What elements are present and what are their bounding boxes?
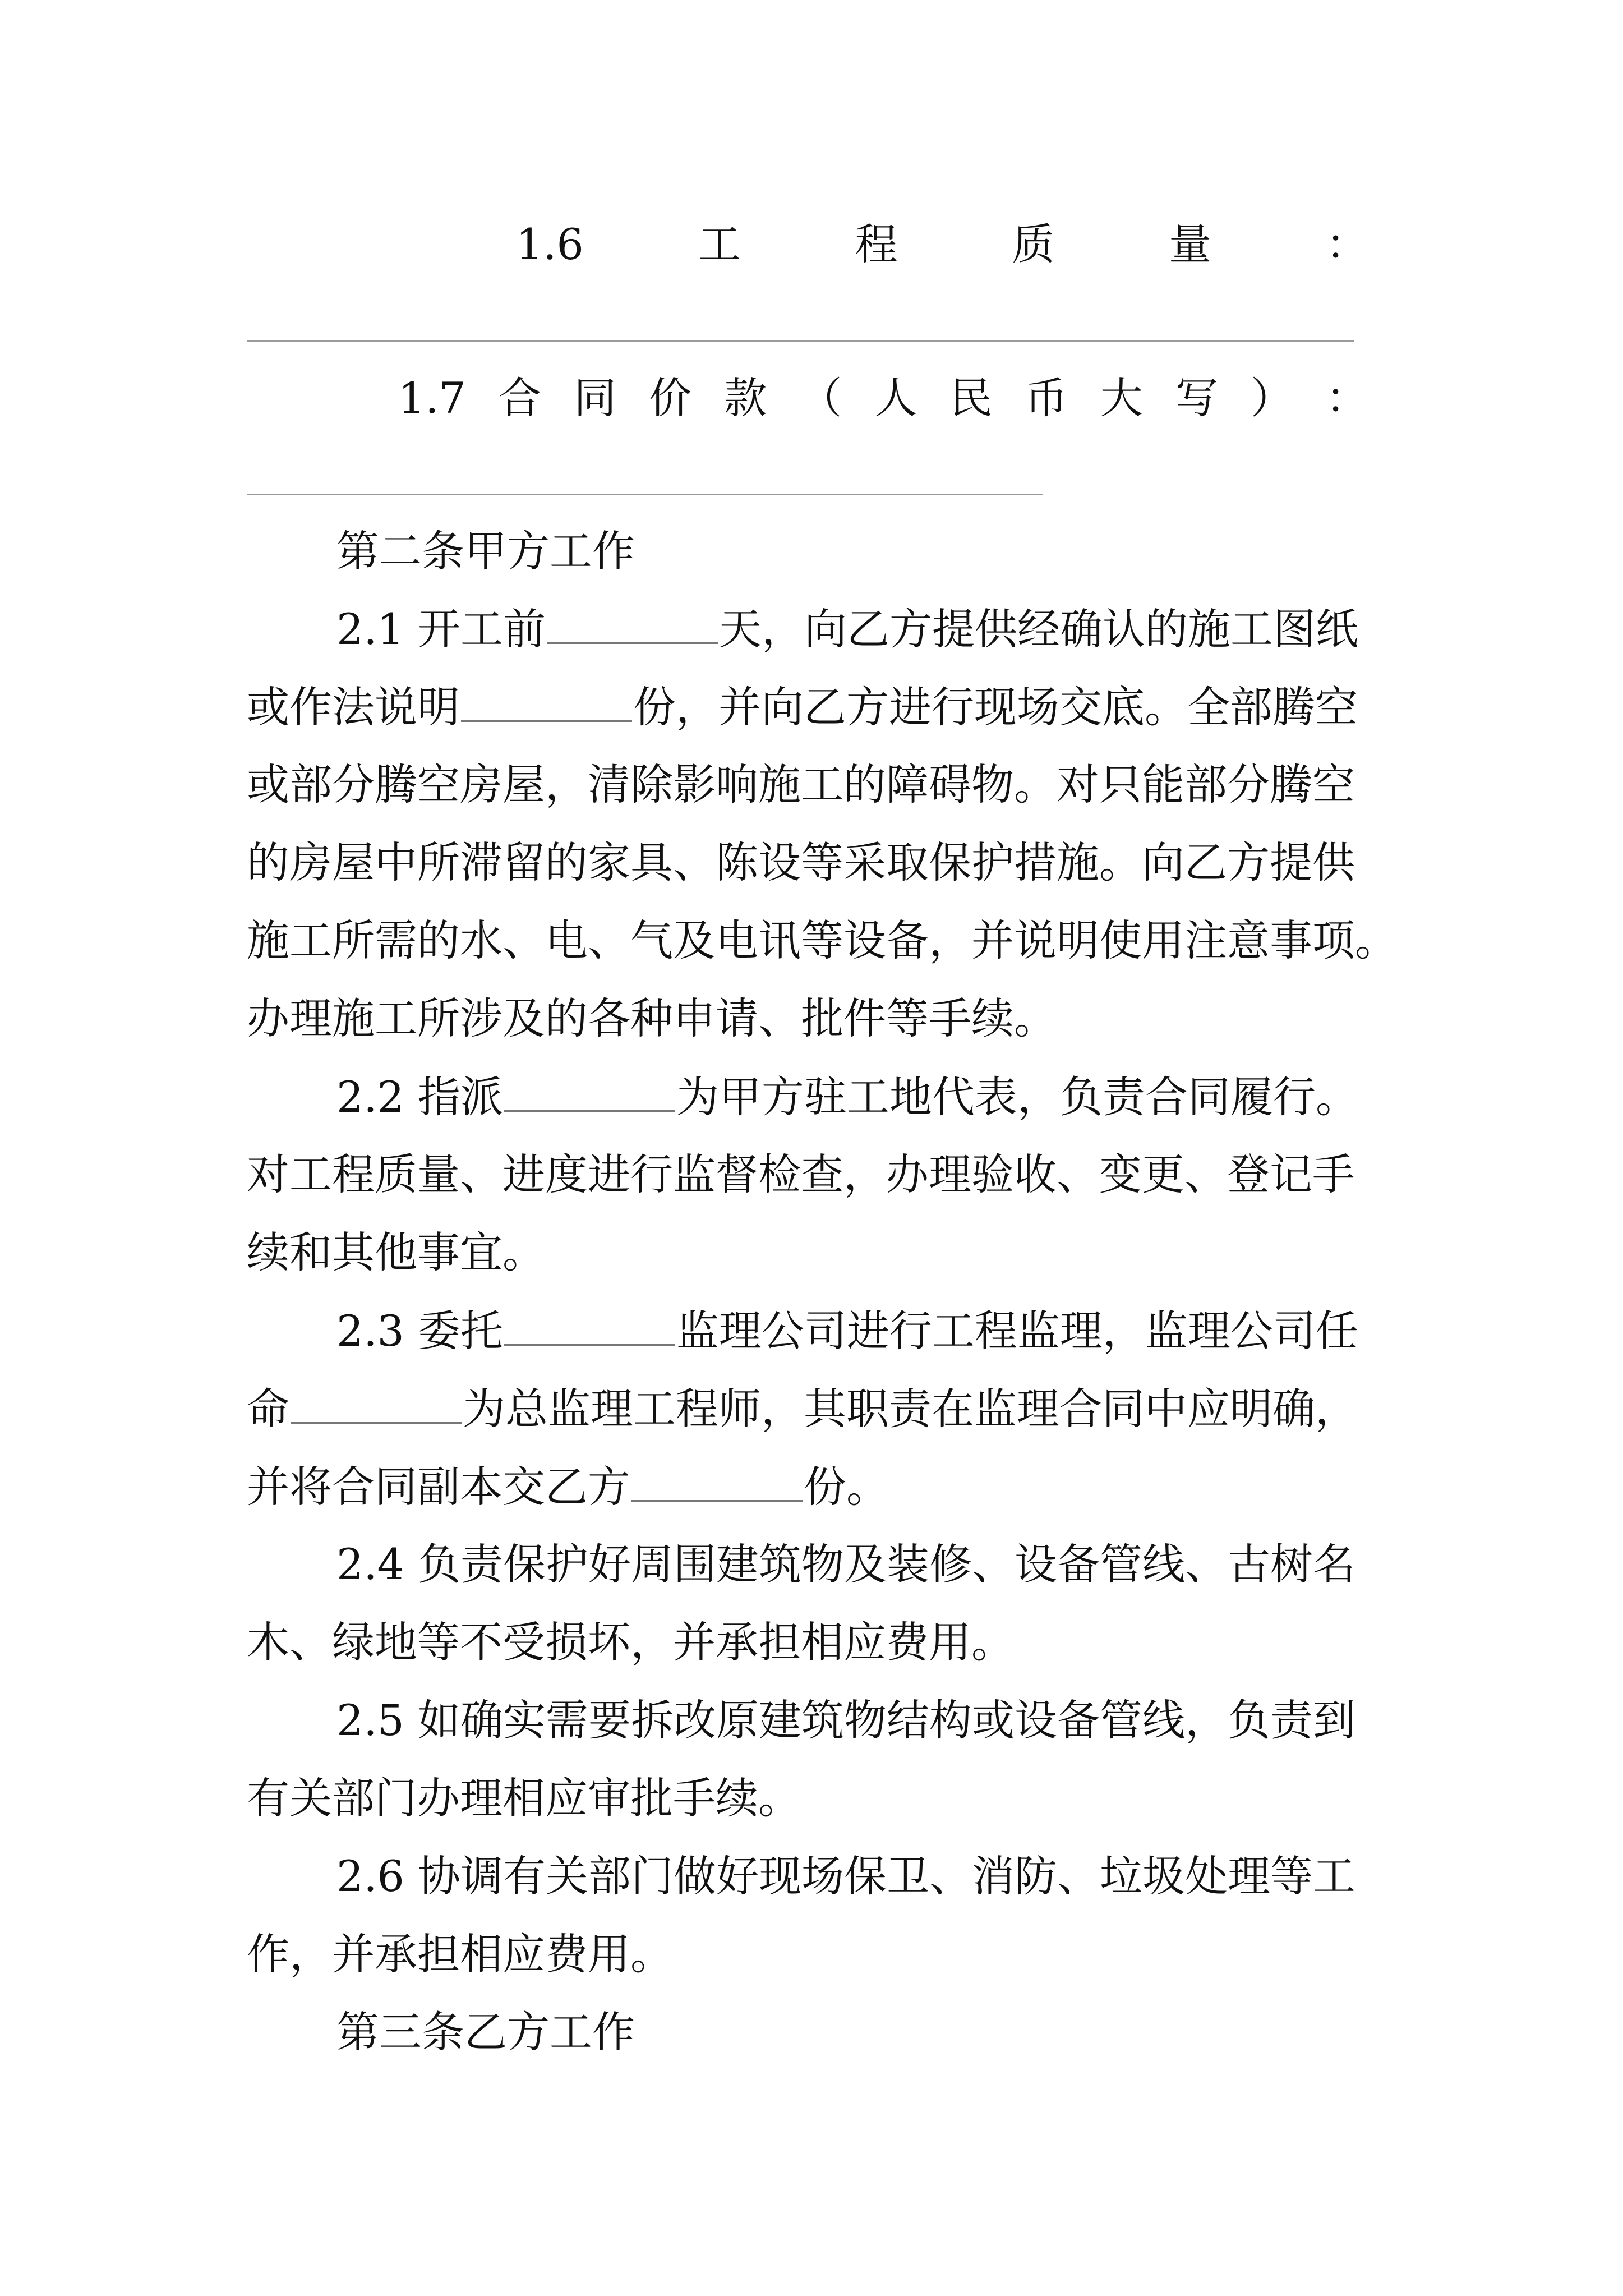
paragraph-2-3-line-1 bbox=[336, 1306, 1368, 1356]
text-segment: 或作法说明 bbox=[247, 682, 460, 732]
item-1-7-char: ） bbox=[1250, 373, 1293, 423]
paragraph-2-1-line-5: 施工所需的水、电、气及电讯等设备，并说明使用注意事项。 bbox=[247, 915, 1398, 965]
paragraph-2-6-line-2: 作，并承担相应费用。 bbox=[247, 1929, 673, 1979]
fill-in-blank bbox=[631, 1465, 803, 1502]
paragraph-2-4-line-1: 2.4 负责保护好周围建筑物及装修、设备管线、古树名 bbox=[336, 1539, 1356, 1589]
paragraph-2-4-line-2: 木、绿地等不受损坏，并承担相应费用。 bbox=[247, 1617, 1014, 1667]
fill-in-blank bbox=[291, 1387, 462, 1424]
paragraph-2-5-line-1: 2.5 如确实需要拆改原建筑物结构或设备管线，负责到 bbox=[336, 1695, 1356, 1745]
paragraph-2-1-line-4: 的房屋中所滞留的家具、陈设等采取保护措施。向乙方提供 bbox=[247, 838, 1355, 887]
item-1-7-number: 1.7 bbox=[398, 373, 466, 423]
item-1-7-char: 合 bbox=[498, 373, 541, 423]
section-3-heading: 第三条乙方工作 bbox=[336, 2007, 635, 2057]
item-1-7-char: 写 bbox=[1175, 373, 1218, 423]
text-segment: 2.2 指派 bbox=[336, 1072, 504, 1122]
paragraph-2-1-line-2 bbox=[247, 682, 1368, 732]
item-1-6 bbox=[516, 219, 1368, 269]
text-segment: 监理公司进行工程监理，监理公司任 bbox=[676, 1306, 1359, 1356]
text-segment: 份。 bbox=[804, 1462, 889, 1512]
text-segment: 并将合同副本交乙方 bbox=[247, 1462, 630, 1512]
text-segment: 天，向乙方提供经确认的施工图纸 bbox=[719, 604, 1359, 654]
item-1-6-char: 工 bbox=[698, 219, 741, 269]
text-segment: 2.3 委托 bbox=[336, 1306, 504, 1356]
item-1-7-char: 民 bbox=[949, 373, 993, 423]
fill-in-line-1-6 bbox=[247, 340, 1354, 342]
text-segment: 为甲方驻工地代表，负责合同履行。 bbox=[676, 1072, 1359, 1122]
text-segment: 命 bbox=[247, 1384, 289, 1434]
paragraph-2-3-line-3 bbox=[247, 1462, 1368, 1512]
item-1-7-char: （ bbox=[799, 373, 842, 423]
fill-in-line-1-7 bbox=[247, 494, 1043, 495]
paragraph-2-5-line-2: 有关部门办理相应审批手续。 bbox=[247, 1773, 801, 1823]
paragraph-2-3-line-2 bbox=[247, 1384, 1368, 1434]
paragraph-2-1-line-1 bbox=[336, 604, 1368, 654]
paragraph-2-2-line-1 bbox=[336, 1072, 1368, 1122]
paragraph-2-2-line-2: 对工程质量、进度进行监督检查，办理验收、变更、登记手 bbox=[247, 1149, 1355, 1199]
item-1-6-number: 1.6 bbox=[516, 219, 584, 269]
fill-in-blank bbox=[504, 1309, 675, 1346]
fill-in-blank bbox=[461, 685, 632, 722]
paragraph-2-1-line-3: 或部分腾空房屋，清除影响施工的障碍物。对只能部分腾空 bbox=[247, 760, 1355, 809]
text-segment: 为总监理工程师，其职责在监理合同中应明确， bbox=[463, 1384, 1358, 1434]
item-1-7-char: 大 bbox=[1100, 373, 1143, 423]
item-1-7-char: 价 bbox=[649, 373, 692, 423]
item-1-7-char: ： bbox=[1326, 373, 1368, 423]
item-1-6-char: 量 bbox=[1169, 219, 1212, 269]
item-1-6-char: ： bbox=[1325, 219, 1368, 269]
item-1-7 bbox=[398, 373, 1368, 423]
paragraph-2-2-line-3: 续和其他事宜。 bbox=[247, 1227, 545, 1277]
fill-in-blank bbox=[547, 608, 718, 644]
paragraph-2-6-line-1: 2.6 协调有关部门做好现场保卫、消防、垃圾处理等工 bbox=[336, 1851, 1356, 1901]
text-segment: 2.1 开工前 bbox=[336, 604, 546, 654]
item-1-7-char: 人 bbox=[874, 373, 917, 423]
item-1-7-char: 币 bbox=[1025, 373, 1068, 423]
item-1-6-char: 程 bbox=[855, 219, 898, 269]
section-2-heading: 第二条甲方工作 bbox=[336, 526, 635, 576]
item-1-6-char: 质 bbox=[1012, 219, 1055, 269]
paragraph-2-1-line-6: 办理施工所涉及的各种申请、批件等手续。 bbox=[247, 993, 1057, 1043]
fill-in-blank bbox=[504, 1075, 675, 1112]
item-1-7-char: 同 bbox=[574, 373, 617, 423]
item-1-7-char: 款 bbox=[724, 373, 767, 423]
text-segment: 份，并向乙方进行现场交底。全部腾空 bbox=[633, 682, 1358, 732]
